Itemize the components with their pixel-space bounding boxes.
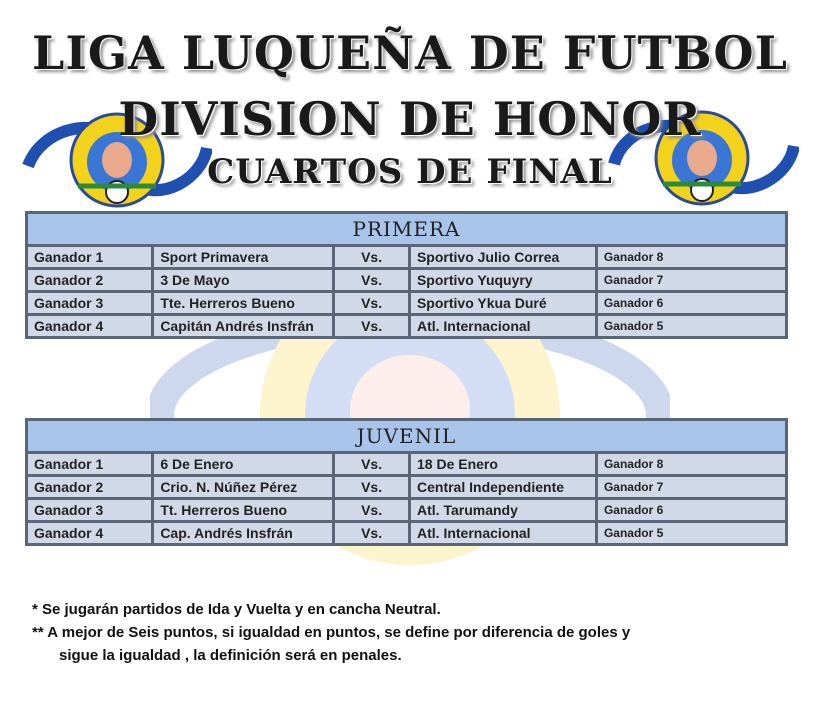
home-seed: Ganador 3 xyxy=(28,500,151,520)
versus-label: Vs. xyxy=(335,247,408,267)
primera-table xyxy=(25,211,788,339)
home-seed: Ganador 1 xyxy=(28,454,151,474)
away-seed: Ganador 8 xyxy=(598,247,785,267)
versus-label: Vs. xyxy=(335,293,408,313)
away-team: Atl. Tarumandy xyxy=(411,500,595,520)
versus-label: Vs. xyxy=(335,316,408,336)
juvenil-header: JUVENIL xyxy=(28,421,785,451)
away-team: Atl. Internacional xyxy=(411,523,595,543)
away-team: Atl. Internacional xyxy=(411,316,595,336)
away-seed: Ganador 6 xyxy=(598,500,785,520)
home-team: 6 De Enero xyxy=(154,454,332,474)
footnote-2-continued: sigue la igualdad , la definición será en penales. xyxy=(59,647,402,664)
away-team: 18 De Enero xyxy=(411,454,595,474)
versus-label: Vs. xyxy=(335,454,408,474)
table-row xyxy=(28,270,785,290)
table-row xyxy=(28,500,785,520)
versus-label: Vs. xyxy=(335,270,408,290)
table-row xyxy=(28,454,785,474)
away-seed: Ganador 7 xyxy=(598,270,785,290)
away-seed: Ganador 5 xyxy=(598,316,785,336)
away-seed: Ganador 6 xyxy=(598,293,785,313)
table-row xyxy=(28,477,785,497)
away-seed: Ganador 5 xyxy=(598,523,785,543)
division-title: DIVISION DE HONOR xyxy=(118,92,702,146)
away-team: Sportivo Yuquyry xyxy=(411,270,595,290)
home-team: 3 De Mayo xyxy=(154,270,332,290)
home-seed: Ganador 1 xyxy=(28,247,151,267)
versus-label: Vs. xyxy=(335,477,408,497)
round-title: CUARTOS DE FINAL xyxy=(207,152,613,192)
versus-label: Vs. xyxy=(335,500,408,520)
footnote-2: ** A mejor de Seis puntos, si igualdad en puntos, se define por diferencia de goles y xyxy=(32,624,631,641)
home-team: Tte. Herreros Bueno xyxy=(154,293,332,313)
juvenil-table xyxy=(25,418,788,546)
table-row xyxy=(28,523,785,543)
away-team: Sportivo Ykua Duré xyxy=(411,293,595,313)
footnote-1: * Se jugarán partidos de Ida y Vuelta y en cancha Neutral. xyxy=(32,601,441,618)
home-team: Tt. Herreros Bueno xyxy=(154,500,332,520)
footnotes xyxy=(32,598,630,667)
home-team: Cap. Andrés Insfrán xyxy=(154,523,332,543)
league-title: LIGA LUQUEÑA DE FUTBOL xyxy=(32,26,788,80)
away-seed: Ganador 8 xyxy=(598,454,785,474)
home-seed: Ganador 2 xyxy=(28,477,151,497)
home-seed: Ganador 4 xyxy=(28,316,151,336)
home-seed: Ganador 2 xyxy=(28,270,151,290)
table-row xyxy=(28,293,785,313)
table-row xyxy=(28,247,785,267)
home-team: Crio. N. Núñez Pérez xyxy=(154,477,332,497)
home-seed: Ganador 3 xyxy=(28,293,151,313)
away-team: Sportivo Julio Correa xyxy=(411,247,595,267)
away-team: Central Independiente xyxy=(411,477,595,497)
home-team: Capitán Andrés Insfrán xyxy=(154,316,332,336)
away-seed: Ganador 7 xyxy=(598,477,785,497)
versus-label: Vs. xyxy=(335,523,408,543)
home-team: Sport Primavera xyxy=(154,247,332,267)
home-seed: Ganador 4 xyxy=(28,523,151,543)
table-row xyxy=(28,316,785,336)
primera-header: PRIMERA xyxy=(28,214,785,244)
